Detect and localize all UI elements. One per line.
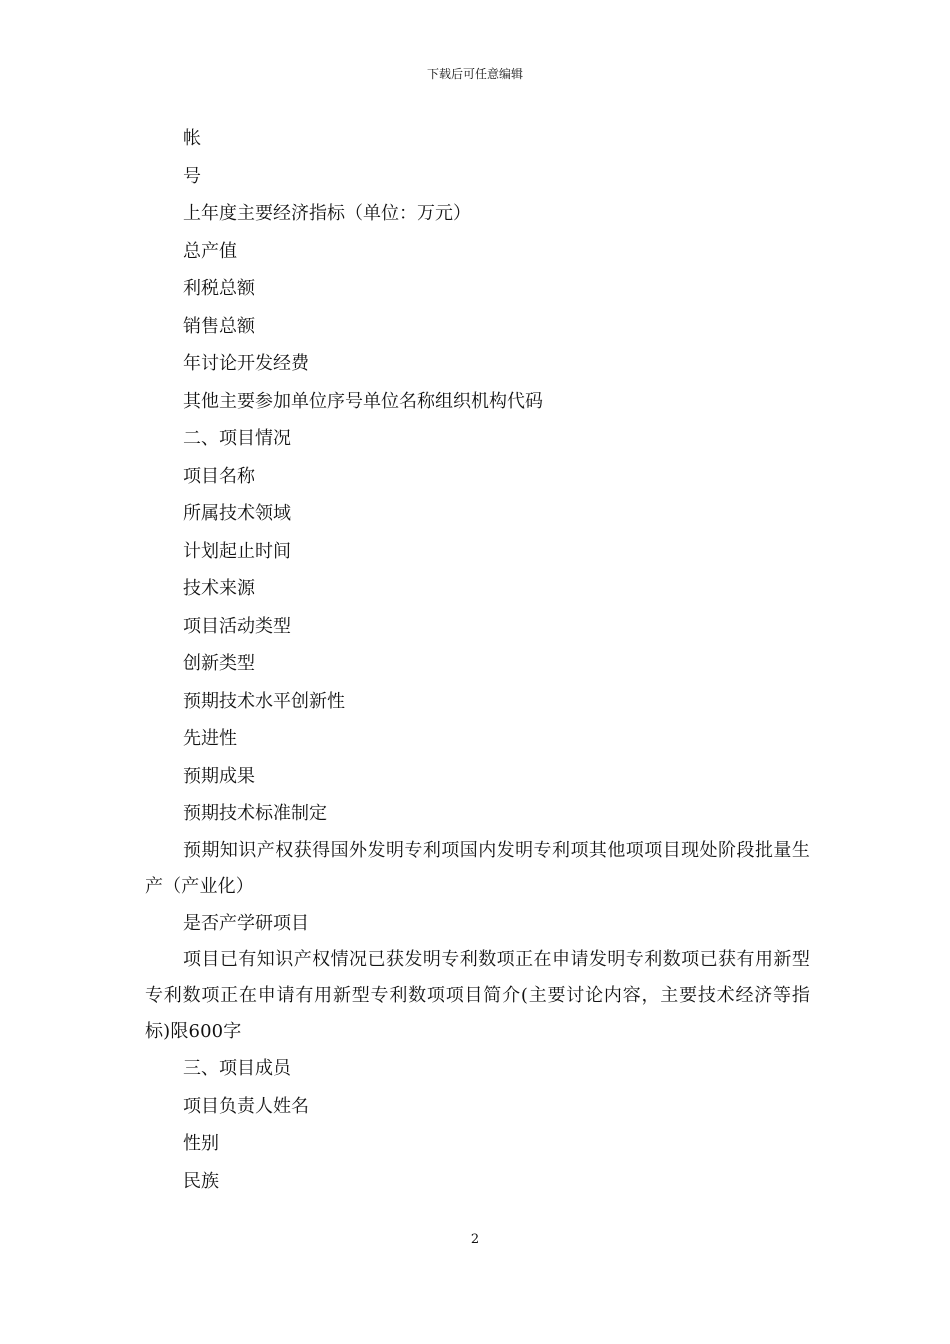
- field-tech-source: 技术来源: [183, 578, 255, 599]
- field-gender: 性别: [183, 1133, 219, 1154]
- section-economic-indicators: 上年度主要经济指标（单位：万元）: [183, 203, 471, 224]
- section-project-members: 三、项目成员: [183, 1058, 291, 1079]
- section-project-info: 二、项目情况: [183, 428, 291, 449]
- page-number: 2: [470, 1232, 480, 1247]
- field-leader-name: 项目负责人姓名: [183, 1095, 309, 1117]
- field-account-1: 帐: [183, 128, 201, 149]
- field-plan-period: 计划起止时间: [183, 540, 291, 562]
- field-expected-results: 预期成果: [183, 765, 255, 787]
- field-sales-total: 销售总额: [183, 315, 255, 337]
- field-rd-funding: 年讨论开发经费: [183, 353, 309, 374]
- field-total-output: 总产值: [183, 240, 237, 262]
- field-advancement: 先进性: [183, 728, 237, 749]
- field-ethnicity: 民族: [183, 1170, 219, 1192]
- field-profit-tax: 利税总额: [183, 278, 255, 299]
- field-other-units: 其他主要参加单位序号单位名称组织机构代码: [183, 390, 543, 412]
- field-industry-academia: 是否产学研项目: [183, 912, 309, 934]
- field-standards: 预期技术标准制定: [183, 803, 327, 824]
- field-account-2: 号: [183, 165, 201, 187]
- field-innovation-type: 创新类型: [183, 653, 255, 674]
- field-existing-ip: 项目已有知识产权情况已获发明专利数项正在申请发明专利数项已获有用新型专利数项正在申请有用新型专利数项项目简介(主要讨论内容，主要技术经济等指标)限600字: [145, 949, 810, 1042]
- field-activity-type: 项目活动类型: [183, 615, 291, 637]
- field-ip-expected: 预期知识产权获得国外发明专利项国内发明专利项其他项项目现处阶段批量生产（产业化）: [145, 839, 810, 897]
- field-expected-level: 预期技术水平创新性: [183, 690, 345, 712]
- page-header: 下载后可任意编辑: [426, 67, 523, 81]
- field-project-name: 项目名称: [183, 465, 255, 487]
- field-tech-domain: 所属技术领域: [183, 503, 291, 524]
- document-body: [145, 120, 810, 1200]
